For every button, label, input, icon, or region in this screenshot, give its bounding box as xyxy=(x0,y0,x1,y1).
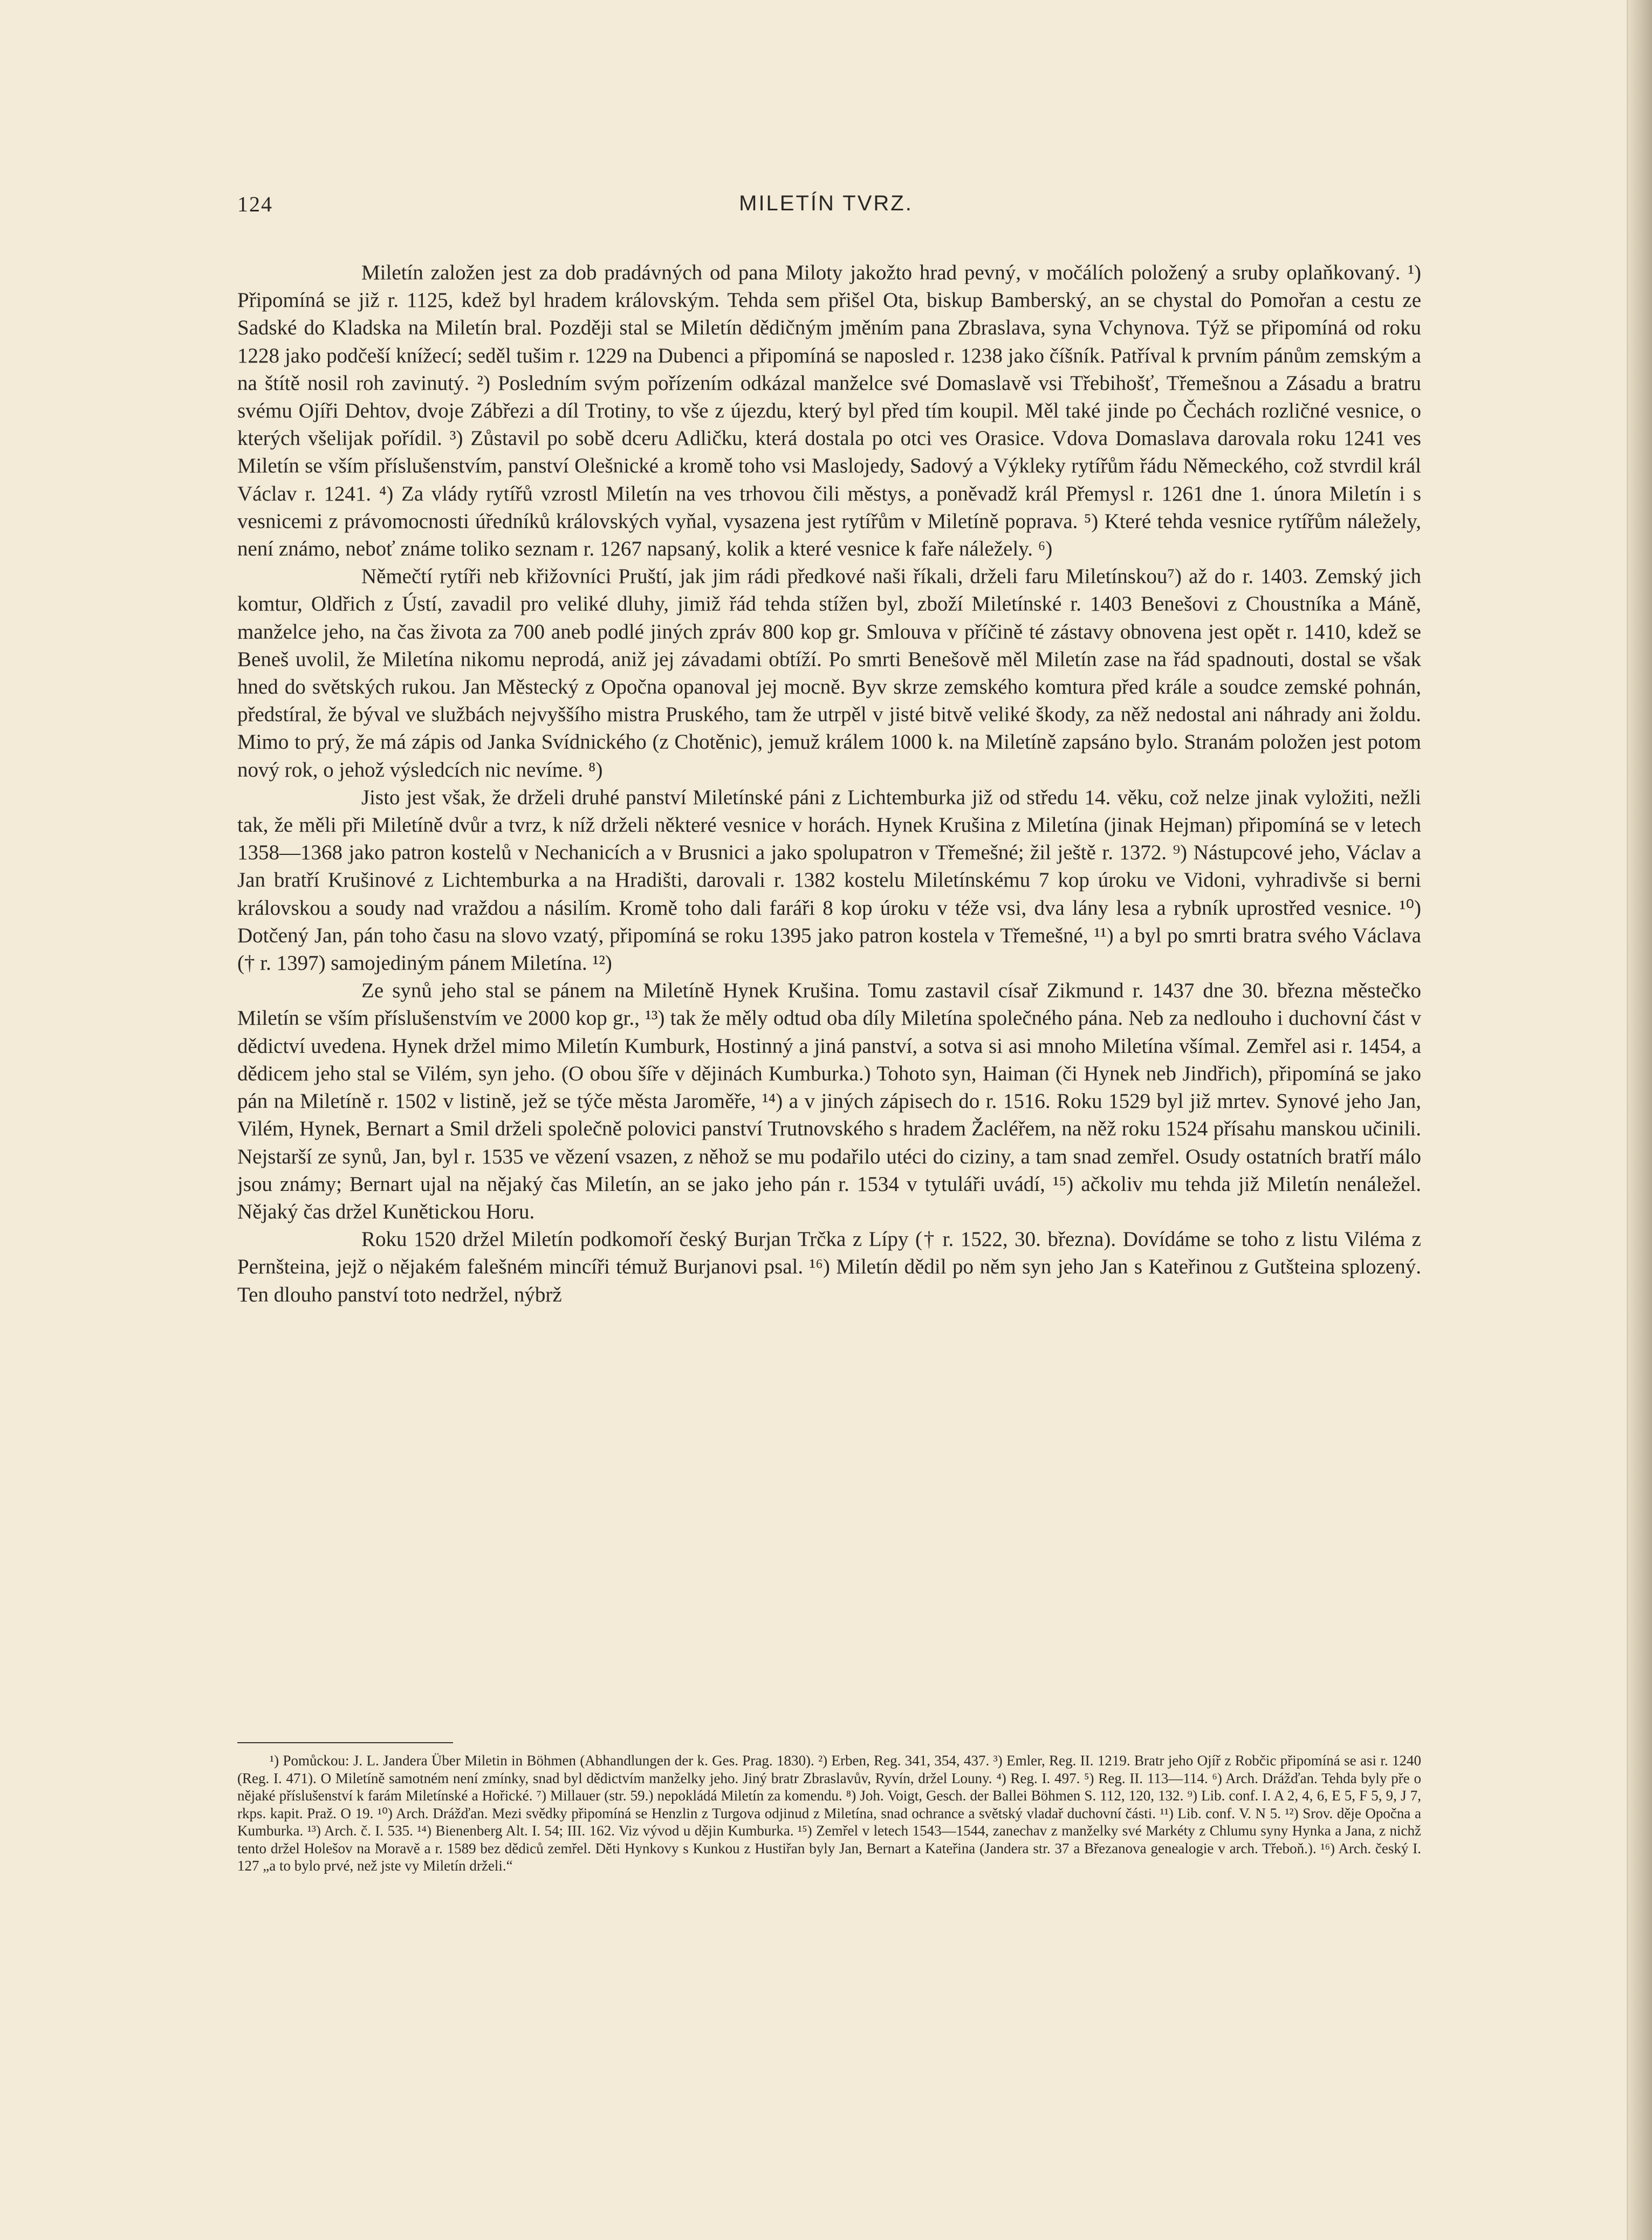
paragraph: Roku 1520 držel Miletín podkomoří český Burjan Trčka z Lípy († r. 1522, 30. března). Dovídáme se toho z listu Viléma z Pernšteina, jejž o nějakém falešném mincíři témuž Burjanovi psal. ¹⁶) Miletín dědil po něm syn jeho Jan s Kateřinou z Gutšteina splozený. Ten dlouho panství toto nedržel, nýbrž xyxy=(237,1228,1421,1306)
page-number: 124 xyxy=(237,192,273,216)
page-header xyxy=(237,191,1415,224)
footnotes xyxy=(237,1752,1421,1875)
next-page-edge xyxy=(1628,0,1652,2240)
paragraph: Jisto jest však, že drželi druhé panství Miletínské páni z Lichtemburka již od středu 14. věku, což nelze jinak vyložiti, nežli tak, že měli při Miletíně dvůr a tvrz, k níž drželi některé vesnice v horách. Hynek Krušina z Miletína (jinak Hejman) připomíná se v letech 1358—1368 jako patron kostelů v Nechanicích a v Brusnici a jako spolupatron v Třemešné; žil ještě r. 1372. ⁹) Nástupcové jeho, Václav a Jan bratří Krušinové z Lichtemburka a na Hradišti, darovali r. 1382 kostelu Miletínskému 7 kop úroku ve Vidoni, vyhradivše si berni královskou a soudy nad vraždou a násilím. Kromě toho dali faráři 8 kop úroku v téže vsi, dva lány lesa a rybník uprostřed vesnice. ¹⁰) Dotčený Jan, pán toho času na slovo vzatý, připomíná se roku 1395 jako patron kostela v Třemešné, ¹¹) a byl po smrti bratra svého Václava († r. 1397) samojediným pánem Miletína. ¹²) xyxy=(237,785,1421,975)
paragraph: Miletín založen jest za dob pradávných od pana Miloty jakožto hrad pevný, v močálích položený a sruby oplaňkovaný. ¹) Připomíná se již r. 1125, kdež byl hradem královským. Tehda sem přišel Ota, biskup Bamberský, an se chystal do Pomořan a cestu ze Sadské do Kladska na Miletín bral. Později stal se Miletín dědičným jměním pana Zbraslava, syna Vchynova. Týž se připomíná od roku 1228 jako podčeší knížecí; seděl tušim r. 1229 na Dubenci a připomíná se naposled r. 1238 jako číšník. Patříval k prvním pánům zemským a na štítě nosil roh zavinutý. ²) Posledním svým pořízením odkázal manželce své Domaslavě vsi Třebihošť, Třemešnou a Zásadu a bratru svému Ojíři Dehtov, dvoje Zábřezi a díl Trotiny, to vše z újezdu, který byl před tím koupil. Měl také jinde po Čechách rozličné vesnice, o kterých všelijak pořídil. ³) Zůstavil po sobě dceru Adličku, která dostala po otci ves Orasice. Vdova Domaslava darovala roku 1241 ves Miletín se vším příslušenstvím, panství Olešnické a kromě toho vsi Maslojedy, Sadový a Výkleky rytířům řádu Německého, což stvrdil král Václav r. 1241. ⁴) Za vlády rytířů vzrostl Miletín na ves trhovou čili městys, a poněvadž král Přemysl r. 1261 dne 1. února Miletín i s vesnicemi z právomocnosti úředníků královských vyňal, vysazena jest rytířům v Miletíně poprava. ⁵) Které tehda vesnice rytířům náležely, není známo, neboť známe toliko seznam r. 1267 napsaný, kolik a které vesnice k faře náležely. ⁶) xyxy=(237,261,1421,561)
paragraph: Ze synů jeho stal se pánem na Miletíně Hynek Krušina. Tomu zastavil císař Zikmund r. 1437 dne 30. března městečko Miletín se vším příslušenstvím ve 2000 kop gr., ¹³) tak že měly odtud oba díly Miletína společného pána. Neb za nedlouho i duchovní část v dědictví uvedena. Hynek držel mimo Miletín Kumburk, Hostinný a jiná panství, a sotva si asi mnoho Miletína všímal. Zemřel asi r. 1454, a dědicem jeho stal se Vilém, syn jeho. (O obou šíře v dějinách Kumburka.) Tohoto syn, Haiman (či Hynek neb Jindřich), připomíná se jako pán na Miletíně r. 1502 v listině, jež se týče města Jaroměře, ¹⁴) a v jiných zápisech do r. 1516. Roku 1529 byl již mrtev. Synové jeho Jan, Vilém, Hynek, Bernart a Smil drželi společně polovici panství Trutnovského s hradem Žacléřem, na něž roku 1524 přísahu manskou učinili. Nejstarší ze synů, Jan, byl r. 1535 ve vězení vsazen, z něhož se mu podařilo utéci do ciziny, a tam snad zemřel. Osudy ostatních bratří málo jsou známy; Bernart ujal na nějaký čas Miletín, an se jako jeho pán r. 1534 v tytuláři uvádí, ¹⁵) ačkoliv mu tehda již Miletín nenáležel. Nějaký čas držel Kunětickou Horu. xyxy=(237,979,1421,1223)
paragraph: Němečtí rytíři neb křižovníci Pruští, jak jim rádi předkové naši říkali, drželi faru Miletínskou⁷) až do r. 1403. Zemský jich komtur, Oldřich z Ústí, zavadil pro veliké dluhy, jimiž řád tehda stížen byl, zboží Miletínské r. 1403 Benešovi z Choustníka a Máně, manželce jeho, na čas života za 700 aneb podlé jiných zpráv 800 kop gr. Smlouva v příčině té zástavy obnovena jest opět r. 1410, kdež se Beneš uvolil, že Miletína nikomu neprodá, aniž jej závadami obtíží. Po smrti Benešově měl Miletín zase na řád spadnouti, dostal se však hned do světských rukou. Jan Městecký z Opočna opanoval jej mocně. Byv skrze zemského komtura před krále a soudce zemské pohnán, předstíral, že býval ve službách nejvyššího mistra Pruského, tam že utrpěl v jisté bitvě veliké škody, za něž nedostal ani náhrady ani žoldu. Mimo to prý, že má zápis od Janka Svídnického (z Chotěnic), jemuž králem 1000 k. na Miletíně zapsáno bylo. Stranám položen jest potom nový rok, o jehož výsledcích nic nevíme. ⁸) xyxy=(237,565,1421,782)
main-text xyxy=(237,259,1421,1309)
running-title: MILETÍN TVRZ. xyxy=(739,191,913,215)
footnote-divider xyxy=(237,1742,453,1743)
footnote-text: ¹) Pomůckou: J. L. Jandera Über Miletin in Böhmen (Abhandlungen der k. Ges. Prag. 1830). ²) Erben, Reg. 341, 354, 437. ³) Emler, Reg. II. 1219. Bratr jeho Ojíř z Robčic připomíná se asi r. 1240 (Reg. I. 471). O Miletíně samotném není zmínky, snad byl dědictvím manželky jeho. Jiný bratr Zbraslavův, Ryvín, držel Louny. ⁴) Reg. I. 497. ⁵) Reg. II. 113—114. ⁶) Arch. Drážďan. Tehda byly pře o nějaké příslušenství k farám Miletínské a Hořické. ⁷) Millauer (str. 59.) nepokládá Miletín za komendu. ⁸) Joh. Voigt, Gesch. der Ballei Böhmen S. 112, 120, 132. ⁹) Lib. conf. I. A 2, 4, 6, E 5, F 5, 9, J 7, rkps. kapit. Praž. O 19. ¹⁰) Arch. Drážďan. Mezi svědky připomíná se Henzlin z Turgova odjinud z Miletína, snad ochrance a světský vladař duchovní části. ¹¹) Lib. conf. V. N 5. ¹²) Srov. děje Opočna a Kumburka. ¹³) Arch. č. I. 535. ¹⁴) Bienenberg Alt. I. 54; III. 162. Viz vývod u dějin Kumburka. ¹⁵) Zemřel v letech 1543—1544, zanechav z manželky své Markéty z Chlumu syny Hynka a Jana, z nichž tento držel Holešov na Moravě a r. 1589 bez dědiců zemřel. Děti Hynkovy s Kunkou z Hustiřan byly Jan, Bernart a Kateřina (Jandera str. 37 a Březanova genealogie v arch. Třeboň.). ¹⁶) Arch. český I. 127 „a to bylo prvé, než jste vy Miletín drželi.“ xyxy=(237,1752,1421,1874)
